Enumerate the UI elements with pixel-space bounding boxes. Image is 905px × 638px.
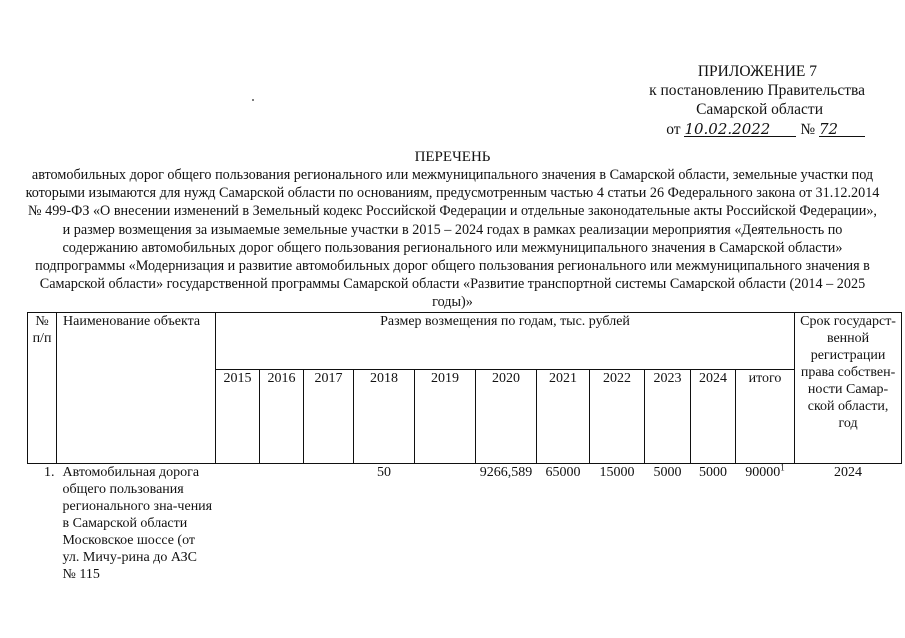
row-num: 1.	[44, 465, 55, 480]
cell-2019	[415, 464, 476, 584]
cell-2022: 15000	[599, 465, 635, 480]
cell-2024: 5000	[699, 465, 727, 480]
annex-resolution-line: к постановлению Правительства	[649, 82, 865, 99]
header-name: Наименование объекта	[57, 313, 216, 464]
cell-2017	[304, 464, 354, 584]
annex-title: ПРИЛОЖЕНИЕ 7	[697, 63, 817, 80]
year-2015: 2015	[216, 370, 260, 464]
cell-2018: 50	[377, 465, 391, 480]
year-total: итого	[736, 370, 795, 464]
year-2020: 2020	[476, 370, 537, 464]
cell-2016	[260, 464, 304, 584]
annex-header	[649, 62, 865, 139]
scan-speck	[252, 99, 254, 101]
document-description: автомобильных дорог общего пользования регионального или межмуниципального значения в Самарской области, земельные участки под которыми изымаются для нужд Самарской области по основаниям, предусмотренным частью 4 статьи 26 Федерального закона от 31.12.2014 № 499-ФЗ «О внесении изменений в Земельный кодекс Российской Федерации и отдельные законодательные акты Российской Федерации», и размер возмещения за изымаемые земельные участки в 2015 – 2024 годах в рамках реализации мероприятия «Деятельность по содержанию автомобильных дорог общего пользования регионального или межмуниципального значения в Самарской области» подпрограммы «Модернизация и развитие автомобильных дорог общего пользования регионального или межмуниципального значения в Самарской области» государственной программы Самарской области «Развитие транспортной системы Самарской области (2014 – 2025 годы)»	[25, 167, 880, 311]
total-value: 90000	[745, 465, 781, 480]
year-2017: 2017	[304, 370, 354, 464]
year-2018: 2018	[354, 370, 415, 464]
cell-2015	[216, 464, 260, 584]
year-2024: 2024	[691, 370, 736, 464]
cell-2020: 9266,589	[479, 465, 533, 480]
cell-2021: 65000	[545, 465, 581, 480]
row-name: Автомобильная дорога общего пользования регионального зна-чения в Самарской области Московское шоссе (от ул. Мичу-рина до АЗС № 115	[62, 465, 213, 582]
cell-total	[736, 464, 795, 584]
year-2021: 2021	[537, 370, 590, 464]
compensation-table	[27, 312, 902, 583]
cell-term: 2024	[834, 465, 863, 480]
date-prefix: от	[666, 121, 681, 138]
header-num: № п/п	[28, 313, 57, 464]
year-2016: 2016	[260, 370, 304, 464]
total-footnote: 1	[780, 462, 785, 473]
header-amount: Размер возмещения по годам, тыс. рублей	[216, 313, 795, 370]
number-prefix: №	[800, 121, 816, 138]
header-term: Срок государст-венной регистрации права собствен-ности Самар-ской области, год	[795, 313, 902, 464]
year-2022: 2022	[590, 370, 645, 464]
table-row	[28, 464, 902, 584]
year-2019: 2019	[415, 370, 476, 464]
handwritten-number: 72	[819, 122, 865, 137]
document-title: ПЕРЕЧЕНЬ	[414, 149, 491, 165]
annex-date-line	[649, 120, 865, 139]
handwritten-date: 10.02.2022	[684, 122, 796, 137]
annex-region-line: Самарской области	[696, 101, 823, 118]
cell-2023: 5000	[653, 465, 682, 480]
year-2023: 2023	[645, 370, 691, 464]
